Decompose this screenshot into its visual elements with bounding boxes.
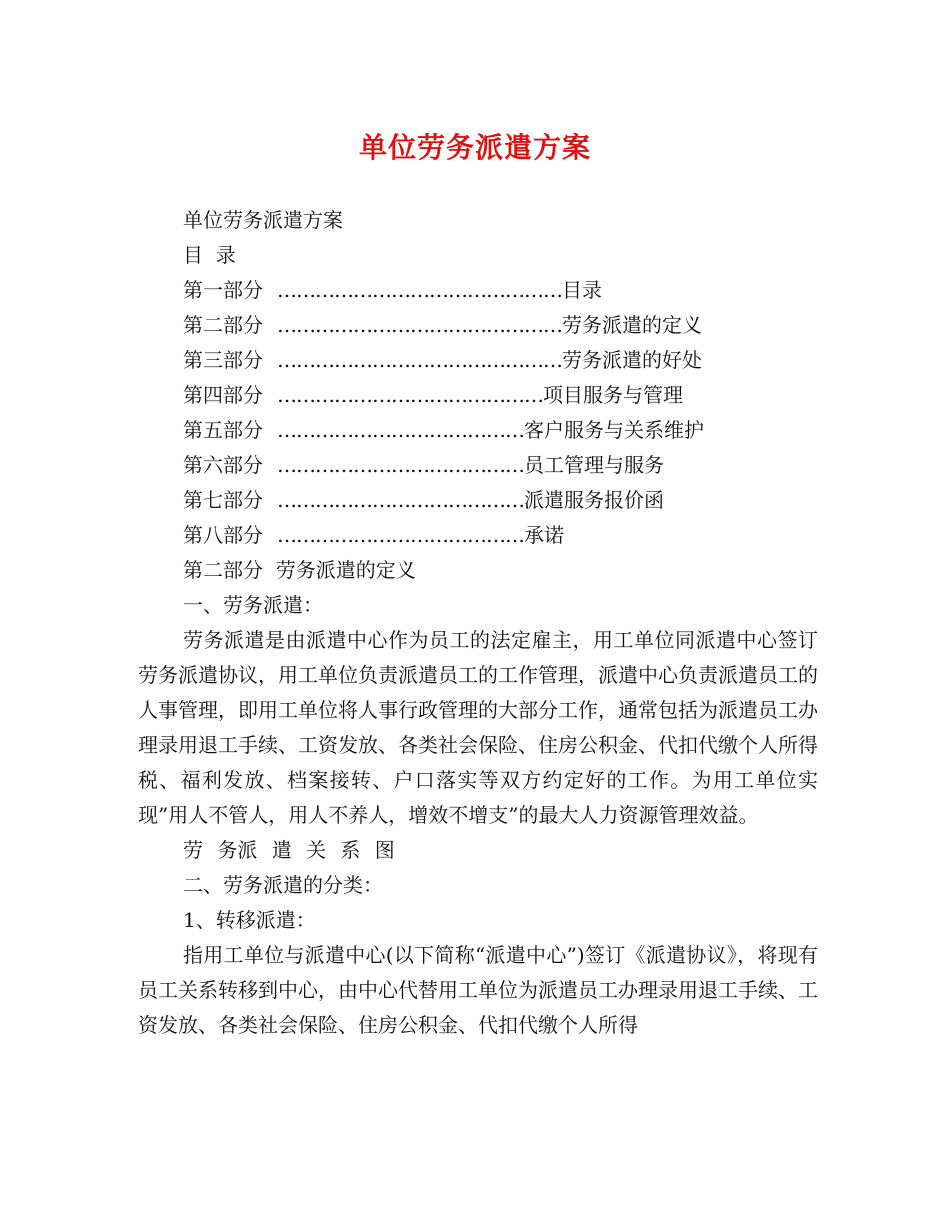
toc-label: 项目服务与管理	[543, 383, 683, 407]
toc-dots: ………………………………………	[277, 278, 562, 302]
toc-part: 第四部分	[183, 383, 263, 407]
table-of-contents	[138, 273, 818, 553]
toc-dots: ………………………………………	[277, 313, 562, 337]
toc-dots: …………………………………	[277, 488, 524, 512]
toc-entry	[183, 448, 818, 483]
paragraph: 劳务派遣是由派遣中心作为员工的法定雇主，用工单位同派遣中心签订劳务派遣协议，用工单位负责派遣员工的工作管理，派遣中心负责派遣员工的人事管理，即用工单位将人事行政管理的大部分工作，通常包括为派遣员工办理录用退工手续、工资发放、各类社会保险、住房公积金、代扣代缴个人所得税、福利发放、档案接转、户口落实等双方约定好的工作。为用工单位实现”用人不管人，用人不养人，增效不增支”的最大人力资源管理效益。	[138, 628, 818, 827]
toc-part: 第八部分	[183, 523, 263, 547]
paragraph: 指用工单位与派遣中心(以下简称“派遣中心”)签订《派遣协议》，将现有员工关系转移到中心，由中心代替用工单位为派遣员工办理录用退工手续、工资发放、各类社会保险、住房公积金、代扣代缴个人所得	[138, 943, 818, 1037]
toc-entry	[183, 308, 818, 343]
toc-label: 承诺	[524, 523, 564, 547]
toc-entry	[183, 378, 818, 413]
toc-part: 第一部分	[183, 278, 263, 302]
toc-label: 派遣服务报价函	[524, 488, 664, 512]
toc-part: 第二部分	[183, 313, 263, 337]
toc-part: 第三部分	[183, 348, 263, 372]
document-subtitle: 单位劳务派遣方案	[183, 208, 343, 232]
diagram-caption: 劳 务派 遣 关 系 图	[183, 838, 395, 862]
toc-dots: …………………………………	[277, 453, 524, 477]
toc-part: 第六部分	[183, 453, 263, 477]
toc-dots: ……………………………………	[277, 383, 543, 407]
toc-heading: 目 录	[183, 243, 236, 267]
toc-label: 劳务派遣的定义	[562, 313, 702, 337]
document-title: 单位劳务派遣方案	[358, 131, 591, 164]
toc-entry	[183, 343, 818, 378]
toc-entry	[183, 483, 818, 518]
toc-label: 员工管理与服务	[524, 453, 664, 477]
toc-dots: …………………………………	[277, 523, 524, 547]
document-body	[138, 203, 818, 1043]
subsection-heading: 二、劳务派遣的分类：	[183, 873, 383, 897]
toc-part: 第五部分	[183, 418, 263, 442]
toc-entry	[183, 273, 818, 308]
toc-part: 第七部分	[183, 488, 263, 512]
toc-entry	[183, 518, 818, 553]
toc-label: 客户服务与关系维护	[524, 418, 704, 442]
section-heading: 第二部分 劳务派遣的定义	[183, 558, 416, 582]
toc-dots: …………………………………	[277, 418, 524, 442]
subsection-heading: 一、劳务派遣：	[183, 593, 323, 617]
toc-label: 劳务派遣的好处	[562, 348, 702, 372]
list-item-heading: 1、转移派遣：	[183, 908, 316, 932]
toc-label: 目录	[562, 278, 602, 302]
toc-dots: ………………………………………	[277, 348, 562, 372]
toc-entry	[183, 413, 818, 448]
